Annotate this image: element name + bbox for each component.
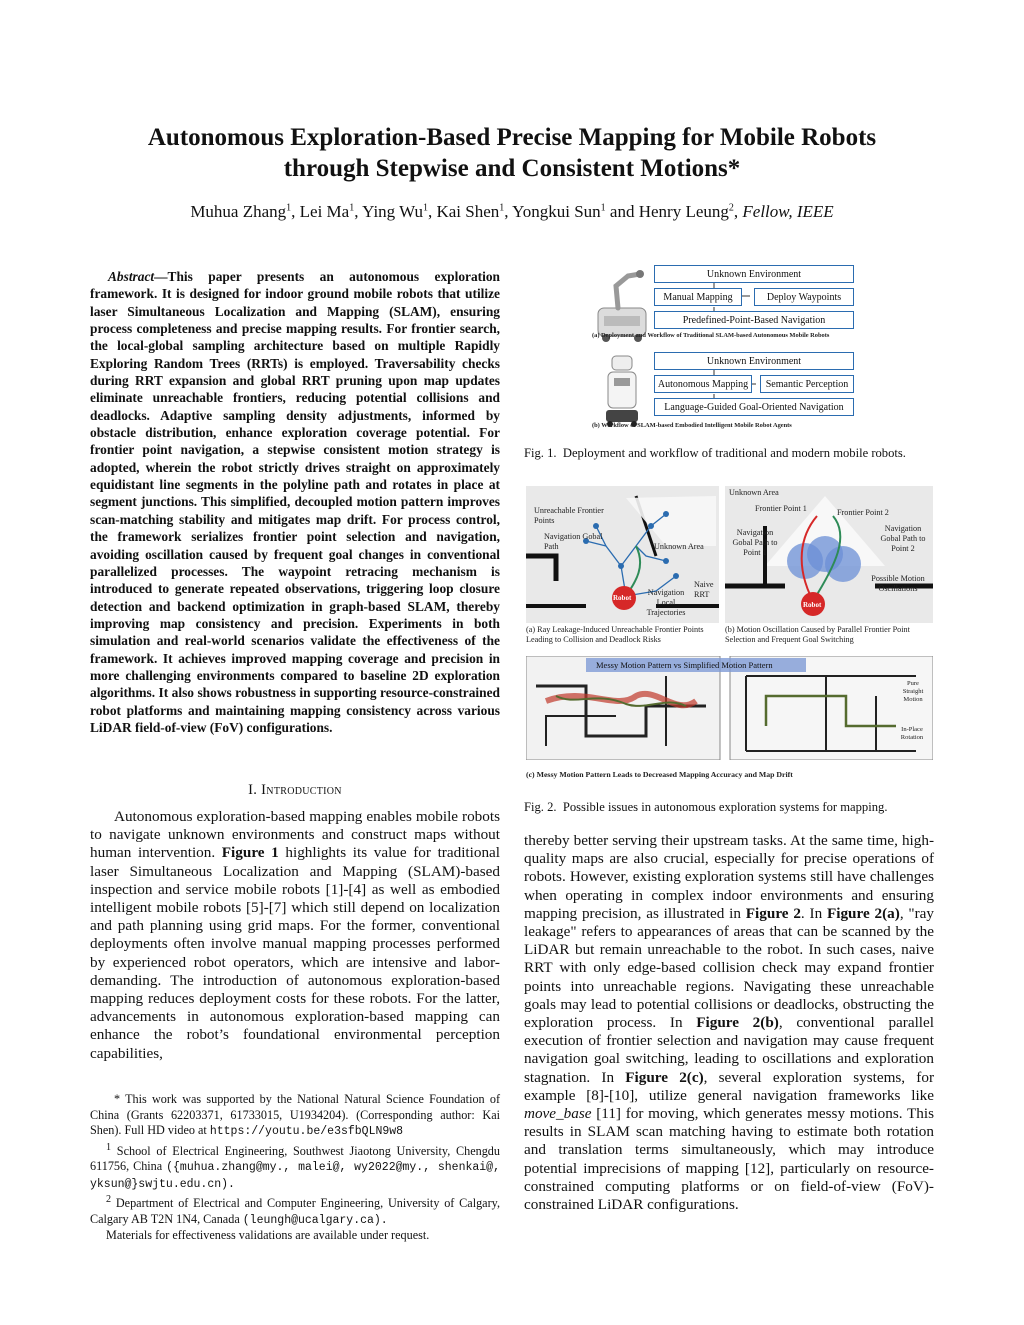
figure-2c-banner: Messy Motion Pattern vs Simplified Motion Pattern	[596, 660, 773, 670]
body-text: thereby better serving their upstream tasks. At the same time, high-quality maps are also crucial, especially for precise operations of robots. However, existing exploration systems still have challenges when operating in complex indoor environments and ensuring mapping precision, as illustrated in	[524, 832, 934, 922]
unknown-environment-box: Unknown Environment	[654, 265, 854, 283]
figure-2a-caption: (a) Ray Leakage-Induced Unreachable Frontier Points Leading to Collision and Deadlock Risks	[526, 625, 704, 644]
robot-label: Robot	[613, 594, 632, 602]
body-text: , "ray leakage" refers to appearances of areas that can be scanned by the LiDAR but remain unreachable to the robot. In such cases, naive RRT with only edge-based collision check may expand frontier points into unreachable regions. Navigating these unreachable goals may lead to potential collisions or deadlocks, obstructing the exploration process. In	[524, 904, 934, 1032]
figure-1	[584, 262, 874, 442]
label-oscillations: Possible Motion Oscillations	[871, 574, 925, 593]
label-nav-global-path: Navigation Gobal Path	[544, 532, 603, 551]
language-navigation-box: Language-Guided Goal-Oriented Navigation	[654, 398, 854, 416]
affil-sup: 1	[349, 202, 355, 214]
affil-sup: 1	[106, 1141, 112, 1153]
body-text: [11] for moving, which generates messy motions. This results in SLAM scan matching having to estimate both rotation and translation terms simultaneously, which may introduce potential imprecisions of mapping [12], particularly on resource-constrained computing platforms or on field-of-view (FoV)-constrained LiDAR configurations.	[524, 1105, 934, 1214]
body-text: , several exploration systems, for example [8]-[10], utilize general navigation frameworks like	[524, 1068, 934, 1104]
intro-text: Autonomous exploration-based mapping enables mobile robots to navigate unknown environments and construct maps without human intervention.	[90, 808, 500, 862]
figure-2c-panel	[526, 656, 933, 760]
label-unreachable: Unreachable Frontier Points	[534, 506, 604, 525]
code-term: move_base	[524, 1105, 592, 1123]
figure-ref[interactable]: Figure 2(b)	[696, 1014, 779, 1032]
label-nav-local: Navigation Local Trajectories	[646, 588, 686, 617]
author-honor: Fellow, IEEE	[742, 202, 834, 221]
autonomous-mapping-box: Autonomous Mapping	[654, 375, 752, 393]
fig1b-caption: (b) Workflow of SLAM-based Embodied Intelligent Mobile Robot Agents	[592, 422, 792, 429]
label-nav-path-1: Navigation Gobal Path to Point 1	[732, 528, 778, 557]
affil-sup: 1	[499, 202, 505, 214]
author-list: Muhua Zhang$^1$, Lei Ma$^1$, Ying Wu$^1$, Kai Shen$^1$, Yongkui Sun$^1$ and Henry Leung$^2$, Fellow, IEEE	[190, 202, 834, 221]
footnote-funding: * This work was supported by the National Natural Science Foundation of China (Grants 62203371, 61733015, U1934204). (Corresponding author: Kai Shen). Full HD video at	[90, 1092, 500, 1137]
figure-caption-text: Deployment and workflow of traditional and modern mobile robots.	[562, 446, 906, 460]
video-link[interactable]: https://youtu.be/e3sfbQLN9w8	[209, 1125, 404, 1138]
label-unknown-area-b: Unknown Area	[729, 488, 779, 497]
affil-sup: 1	[286, 202, 292, 214]
right-column-text	[524, 832, 934, 1214]
paper-title	[60, 122, 964, 184]
figure-ref[interactable]: Figure 2(a)	[826, 904, 900, 922]
deploy-waypoints-box: Deploy Waypoints	[754, 288, 854, 306]
section-number: I.	[248, 782, 258, 798]
label-nav-path-2: Navigation Gobal Path to Point 2	[880, 524, 926, 553]
author: Yongkui Sun	[512, 202, 601, 221]
author: Muhua Zhang	[190, 202, 287, 221]
manual-mapping-box: Manual Mapping	[654, 288, 742, 306]
label-naive-rrt: Naive RRT	[694, 580, 714, 599]
footnotes	[90, 1092, 500, 1244]
affil-sup: 1	[422, 202, 428, 214]
section-heading	[90, 782, 500, 799]
author: Henry Leung	[638, 202, 729, 221]
figure-2c-caption: (c) Messy Motion Pattern Leads to Decreased Mapping Accuracy and Map Drift	[526, 770, 793, 779]
figure-2b-caption: (b) Motion Oscillation Caused by Parallel Frontier Point Selection and Frequent Goal Switching	[725, 625, 910, 644]
label-frontier-point-1: Frontier Point 1	[755, 504, 807, 513]
label-frontier-point-2: Frontier Point 2	[837, 508, 889, 517]
footnote-affil-2: Department of Electrical and Computer Engineering, University of Calgary, Calgary AB T2N 1N4, Canada	[90, 1196, 500, 1226]
section-title: Introduction	[261, 782, 342, 798]
email-list: ({muhua.zhang@my., malei@, wy2022@my., shenkai@, yksun@}swjtu.edu.cn).	[90, 1161, 500, 1191]
robot-label-b: Robot	[803, 601, 822, 609]
abstract-text: —This paper presents an autonomous exploration framework. It is designed for indoor ground mobile robots that utilize laser Simultaneous Localization and Mapping (SLAM), ensuring process completeness and precise mapping results. For frontier search, the local-global sampling architecture based on multiple Rapidly Exploring Random Trees (RRTs) is employed. Traversability checks during RRT expansion and global RRT pruning upon map updates eliminate unreachable frontiers, reducing potential collisions and deadlocks. Adaptive sampling density adjustments, informed by obstacle distribution, enhance exploration coverage potential. For frontier point navigation, a stepwise consistent motion strategy is adopted, wherein the robot strictly drives straight on approximately equidistant line segments in the polyline path and rotates in place at segment junctions. This simplified, decoupled motion pattern improves scan-matching stability and mitigates map drift. For process control, the framework serializes frontier point selection and navigation, avoiding oscillation caused by frequent goal changes in conventional parallelized processes. The waypoint retracing mechanism is introduced to generate repeated observations, triggering loop closure detection and backend optimization in graph-based SLAM, thereby improving map consistency and precision. Experiments in both simulation and real-world scenarios validate the effectiveness of the framework. It achieves improved mapping coverage and precision in more challenging environments compared to baseline 2D exploration algorithms. It also shows robustness in supporting resource-constrained robot platforms and maintaining mapping consistency across various LiDAR field-of-view (FoV) configurations.	[90, 269, 500, 735]
figure-2a-panel	[526, 486, 719, 623]
unknown-environment-box-b: Unknown Environment	[654, 352, 854, 370]
figure-1-caption	[524, 446, 934, 461]
affil-sup: 1	[600, 202, 606, 214]
footnote-materials: Materials for effectiveness validations are available under request.	[106, 1228, 430, 1243]
motion-pattern-maps	[526, 656, 933, 760]
intro-paragraph	[90, 808, 500, 1063]
label-pure-straight: Pure Straight Motion	[902, 680, 924, 703]
predefined-navigation-box: Predefined-Point-Based Navigation	[654, 311, 854, 329]
author: Lei Ma	[299, 202, 350, 221]
figure-2b-panel	[725, 486, 933, 623]
label-unknown-area: Unknown Area	[654, 542, 704, 551]
figure-label: Fig. 2.	[524, 800, 557, 814]
title-line-2: through Stepwise and Consistent Motions*	[283, 155, 741, 182]
figure-caption-text: Possible issues in autonomous exploration systems for mapping.	[562, 800, 888, 814]
figure-ref[interactable]: Figure 2	[745, 904, 801, 922]
abstract-label: Abstract	[108, 269, 155, 284]
body-text: , conventional parallel execution of frontier selection and navigation may cause frequent navigation goal switching, leading to oscillations and exploration stagnation. In	[524, 1014, 934, 1086]
intro-text: highlights its value for traditional laser Simultaneous Localization and Mapping (SLAM)-based inspection and service mobile robots [1]-[4] as well as embodied intelligent mobile robots [5]-[7] which still depend on localization and path planning using grid maps. For the former, conventional deployments often involve manual mapping processes performed by experienced robot operators, which are intensive and labor-demanding. The introduction of autonomous exploration-based mapping reduces deployment costs for these robots. For the latter, advancements in autonomous exploration-based mapping can enhance the robot’s foundational environmental perception capabilities,	[90, 844, 500, 1062]
figure-2-caption	[524, 800, 934, 815]
author: Kai Shen	[436, 202, 500, 221]
label-in-place-rotation: In-Place Rotation	[900, 726, 924, 741]
body-text: . In	[800, 904, 827, 922]
affil-sup: 2	[728, 202, 734, 214]
fig1a-caption: (a) Deployment and Workflow of Traditional SLAM-based Autonomous Mobile Robots	[592, 332, 830, 339]
abstract	[90, 268, 500, 736]
affil-sup: 2	[106, 1194, 112, 1206]
figure-ref[interactable]: Figure 2(c)	[625, 1068, 704, 1086]
figure-label: Fig. 1.	[524, 446, 557, 460]
figure-ref[interactable]: Figure 1	[221, 844, 279, 862]
footnote-affil-1: School of Electrical Engineering, Southwest Jiaotong University, Chengdu 611756, China	[90, 1143, 500, 1174]
email: (leungh@ucalgary.ca).	[242, 1213, 388, 1227]
title-line-1: Autonomous Exploration-Based Precise Mapping for Mobile Robots	[147, 124, 877, 151]
semantic-perception-box: Semantic Perception	[760, 375, 854, 393]
author: Ying Wu	[362, 202, 423, 221]
